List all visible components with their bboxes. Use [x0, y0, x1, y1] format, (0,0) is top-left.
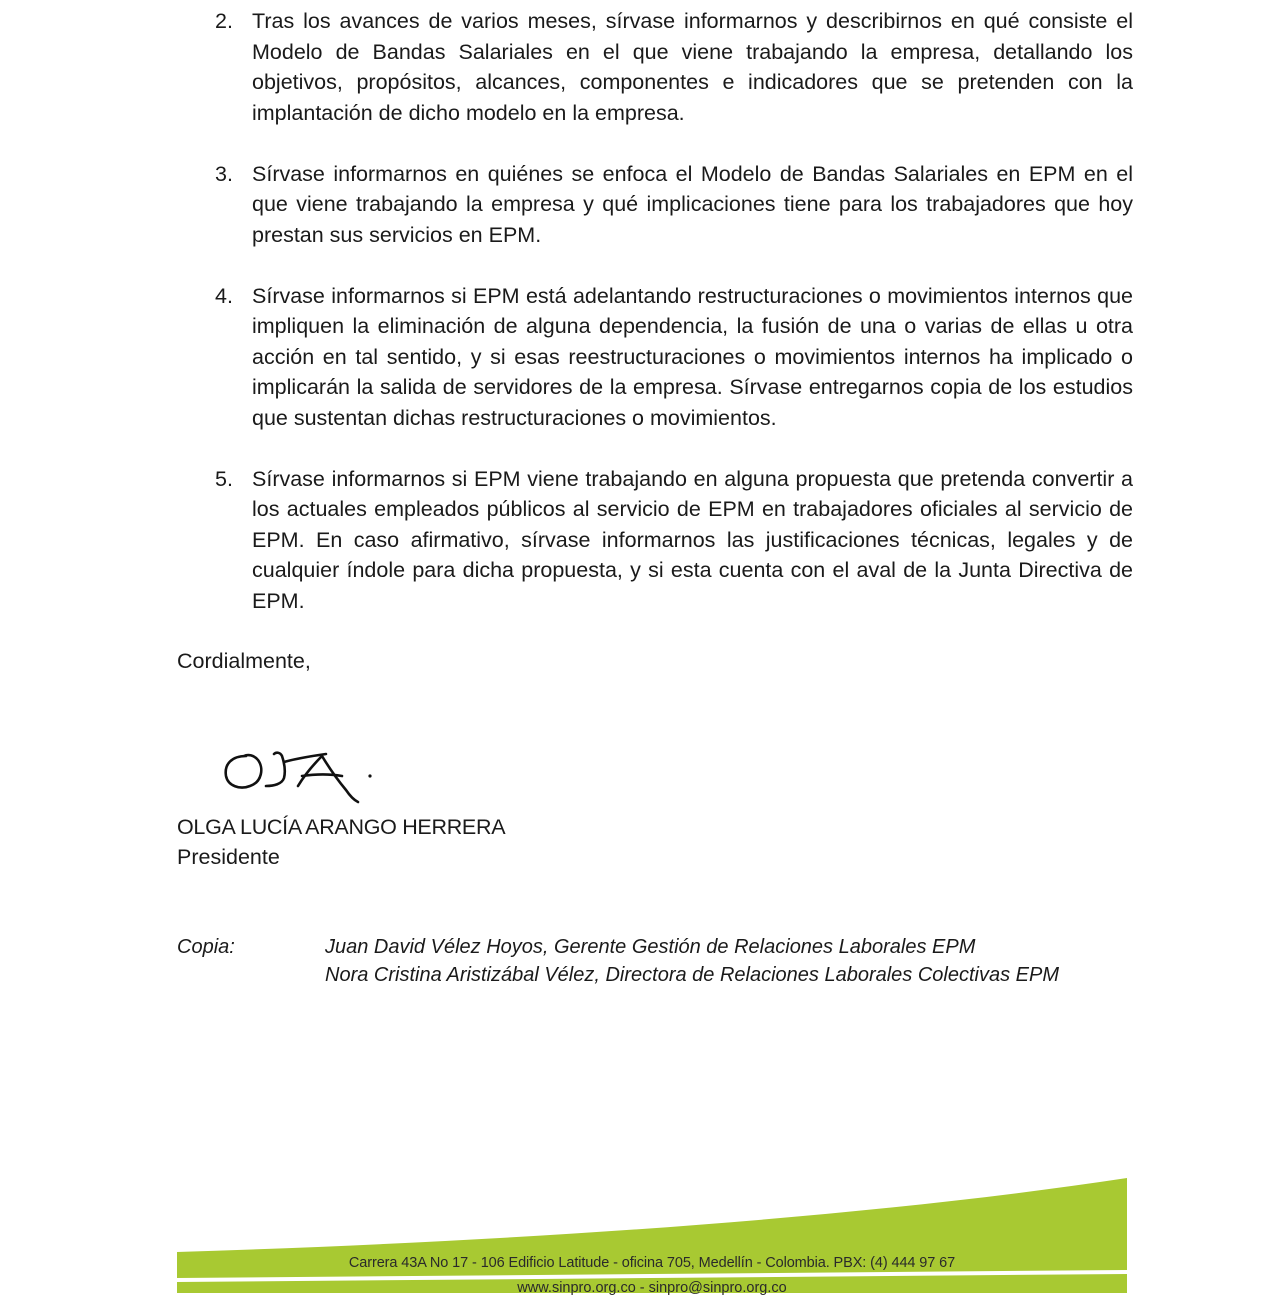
item-text: Sírvase informarnos en quiénes se enfoca el Modelo de Bandas Salariales en EPM en el que viene trabajando la empresa y qué implicaciones tiene para los trabajadores que hoy prestan sus servicios en EPM.: [252, 161, 1133, 247]
item-number: 3.: [215, 161, 233, 186]
item-number: 2.: [215, 9, 233, 33]
item-text: Sírvase informarnos si EPM viene trabajando en alguna propuesta que pretenda convertir a los actuales empleados públicos al servicio de EPM en trabajadores oficiales al servicio de EPM. En caso afirmativo, sírvase informarnos las justificaciones técnicas, legales y de cualquier índole para dicha propuesta, y si esta cuenta con el aval de la Junta Directiva de EPM.: [252, 466, 1133, 613]
handwritten-signature: [218, 742, 378, 808]
request-item-3: [215, 159, 1133, 251]
item-number: 4.: [215, 283, 233, 308]
request-list: [0, 6, 1269, 647]
copy-recipients: [325, 933, 1059, 989]
item-text: Tras los avances de varios meses, sírvase informarnos y describirnos en qué consiste el Modelo de Bandas Salariales en el que viene trabajando la empresa, detallando los objetivos, propósitos, alcances, componentes e indicadores que se pretenden con la implantación de dicho modelo en la empresa.: [252, 9, 1133, 125]
footer-web-links[interactable]: www.sinpro.org.co - sinpro@sinpro.org.co: [517, 1280, 787, 1296]
request-item-5: [215, 464, 1133, 617]
footer-address: Carrera 43A No 17 - 106 Edificio Latitude - oficina 705, Medellín - Colombia. PBX: (4) 444 97 67: [348, 1255, 956, 1271]
copy-recipient: Juan David Vélez Hoyos, Gerente Gestión de Relaciones Laborales EPM: [325, 936, 976, 958]
item-text: Sírvase informarnos si EPM está adelantando restructuraciones o movimientos internos que impliquen la eliminación de alguna dependencia, la fusión de una o varias de ellas u otra acción en tal sentido, y si esas reestructuraciones o movimientos internos ha implicado o implicarán la salida de servidores de la empresa. Sírvase entregarnos copia de los estudios que sustentan dichas restructuraciones o movimientos.: [252, 283, 1133, 430]
copy-label: Copia:: [177, 936, 235, 958]
signer-role: Presidente: [177, 845, 280, 869]
request-item-4: [215, 281, 1133, 434]
footer-green-band: [0, 1170, 1269, 1293]
request-item-2: [215, 6, 1133, 128]
letterhead-footer: [0, 1170, 1269, 1296]
signer-name: OLGA LUCÍA ARANGO HERRERA: [177, 815, 506, 839]
item-number: 5.: [215, 466, 233, 491]
closing-salutation: Cordialmente,: [177, 649, 311, 673]
copy-recipient: Nora Cristina Aristizábal Vélez, Directora de Relaciones Laborales Colectivas EPM: [325, 964, 1060, 986]
